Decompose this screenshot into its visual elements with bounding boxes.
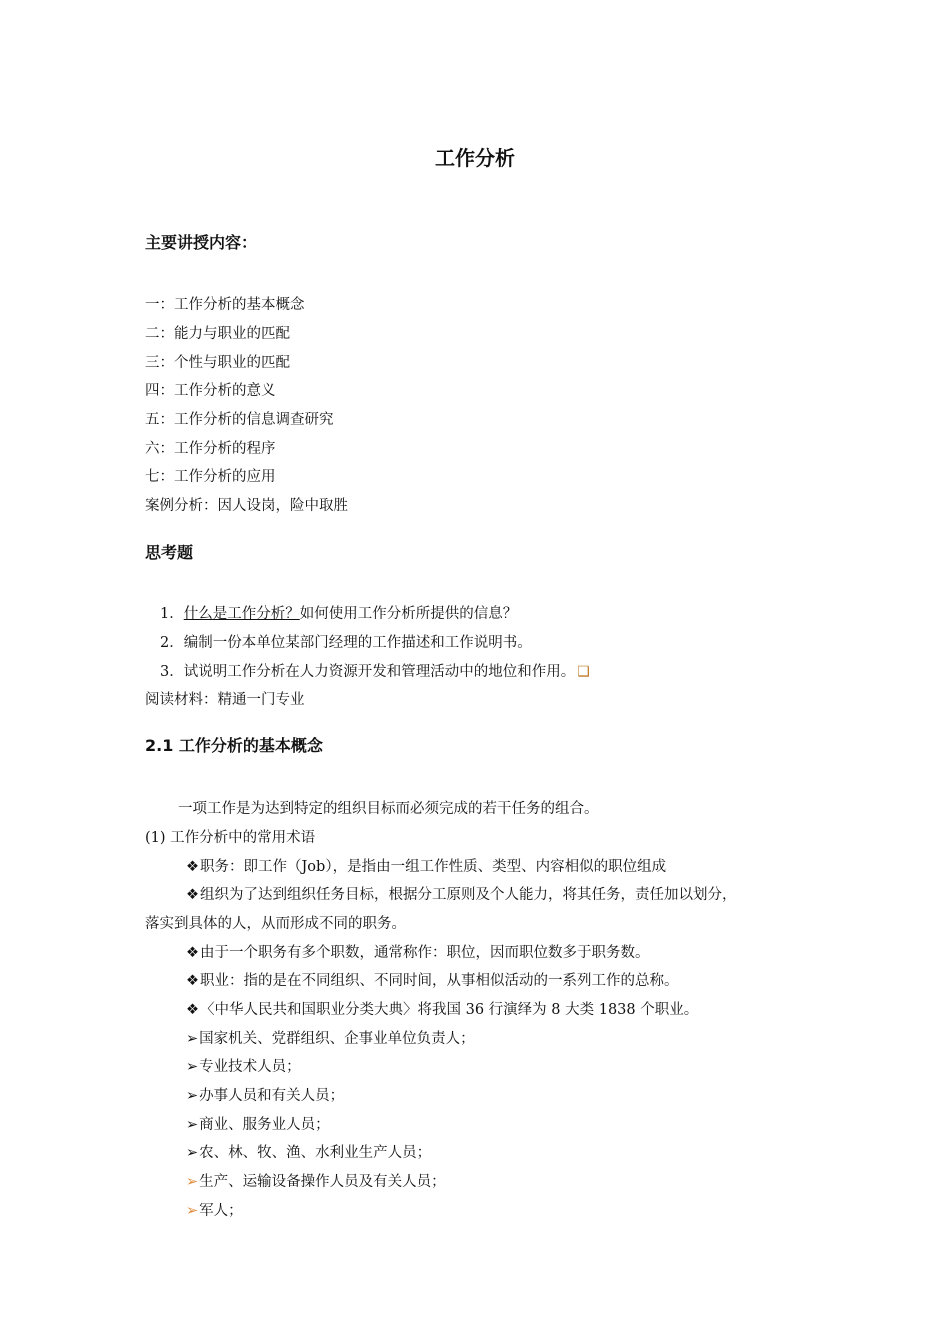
- category-text: 商业、服务业人员；: [199, 1117, 330, 1133]
- question-3-text: 3．试说明工作分析在人力资源开发和管理活动中的地位和作用。: [160, 664, 576, 680]
- term-continuation: 落实到具体的人，从而形成不同的职务。: [145, 916, 406, 932]
- question-1-link[interactable]: 什么是工作分析？: [183, 606, 300, 622]
- category-text: 专业技术人员；: [199, 1059, 301, 1075]
- diamond-bullet-icon: ❖: [186, 859, 199, 875]
- outline-item: 七：工作分析的应用: [145, 469, 276, 485]
- outline-item: 三：个性与职业的匹配: [145, 355, 290, 371]
- outline-item: 二：能力与职业的匹配: [145, 326, 290, 342]
- diamond-bullet-icon: ❖: [186, 973, 199, 989]
- term-text: 职业：指的是在不同组织、不同时间，从事相似活动的一系列工作的总称。: [200, 973, 679, 989]
- term-text: 〈中华人民共和国职业分类大典〉将我国 36 行演绎为 8 大类 1838 个职业。: [200, 1002, 699, 1018]
- category-item: [186, 1172, 446, 1192]
- arrow-bullet-icon: ➢: [186, 1174, 199, 1190]
- category-item: [186, 1086, 344, 1106]
- section-heading: 2.1 工作分析的基本概念: [145, 736, 323, 755]
- category-item: [186, 1201, 243, 1221]
- question-2: 2．编制一份本单位某部门经理的工作描述和工作说明书。: [160, 635, 532, 651]
- category-text: 国家机关、党群组织、企事业单位负责人；: [199, 1031, 475, 1047]
- outline-item: 六：工作分析的程序: [145, 441, 276, 457]
- term-text: 职务：即工作（Job），是指由一组工作性质、类型、内容相似的职位组成: [200, 859, 667, 875]
- category-item: [186, 1115, 330, 1135]
- arrow-bullet-icon: ➢: [186, 1088, 199, 1104]
- checkbox-icon: ❑: [577, 664, 590, 680]
- diamond-bullet-icon: ❖: [186, 945, 199, 961]
- term-text: 由于一个职务有多个职数，通常称作：职位，因而职位数多于职务数。: [200, 945, 650, 961]
- outline-item-case: 案例分析：因人设岗，险中取胜: [145, 498, 348, 514]
- category-text: 生产、运输设备操作人员及有关人员；: [199, 1174, 446, 1190]
- question-1-rest: 如何使用工作分析所提供的信息？: [299, 606, 518, 622]
- arrow-bullet-icon: ➢: [186, 1117, 199, 1133]
- question-1-number: 1．: [160, 606, 184, 622]
- term-item: [186, 885, 737, 905]
- page-title: 工作分析: [435, 146, 515, 170]
- outline-item: 一：工作分析的基本概念: [145, 297, 305, 313]
- category-text: 军人；: [199, 1203, 243, 1219]
- diamond-bullet-icon: ❖: [186, 887, 199, 903]
- category-item: [186, 1029, 475, 1049]
- category-text: 办事人员和有关人员；: [199, 1088, 345, 1104]
- term-item: [186, 1000, 698, 1020]
- category-text: 农、林、牧、渔、水利业生产人员；: [199, 1145, 432, 1161]
- category-item: [186, 1143, 431, 1163]
- sub-heading: (1) 工作分析中的常用术语: [145, 830, 316, 846]
- term-text: 组织为了达到组织任务目标，根据分工原则及个人能力，将其任务，责任加以划分，: [200, 887, 737, 903]
- reading-material: 阅读材料：精通一门专业: [145, 692, 305, 708]
- diamond-bullet-icon: ❖: [186, 1002, 199, 1018]
- term-item: [186, 971, 679, 991]
- term-item: [186, 857, 666, 877]
- question-1: [160, 604, 517, 624]
- arrow-bullet-icon: ➢: [186, 1031, 199, 1047]
- outline-heading: 主要讲授内容：: [145, 233, 258, 252]
- arrow-bullet-icon: ➢: [186, 1145, 199, 1161]
- category-item: [186, 1057, 301, 1077]
- outline-item: 四：工作分析的意义: [145, 383, 276, 399]
- question-3: [160, 662, 590, 682]
- term-item: [186, 943, 650, 963]
- intro-paragraph: 一项工作是为达到特定的组织目标而必须完成的若干任务的组合。: [178, 801, 599, 817]
- arrow-bullet-icon: ➢: [186, 1203, 199, 1219]
- outline-item: 五：工作分析的信息调查研究: [145, 412, 334, 428]
- arrow-bullet-icon: ➢: [186, 1059, 199, 1075]
- questions-heading: 思考题: [145, 543, 194, 562]
